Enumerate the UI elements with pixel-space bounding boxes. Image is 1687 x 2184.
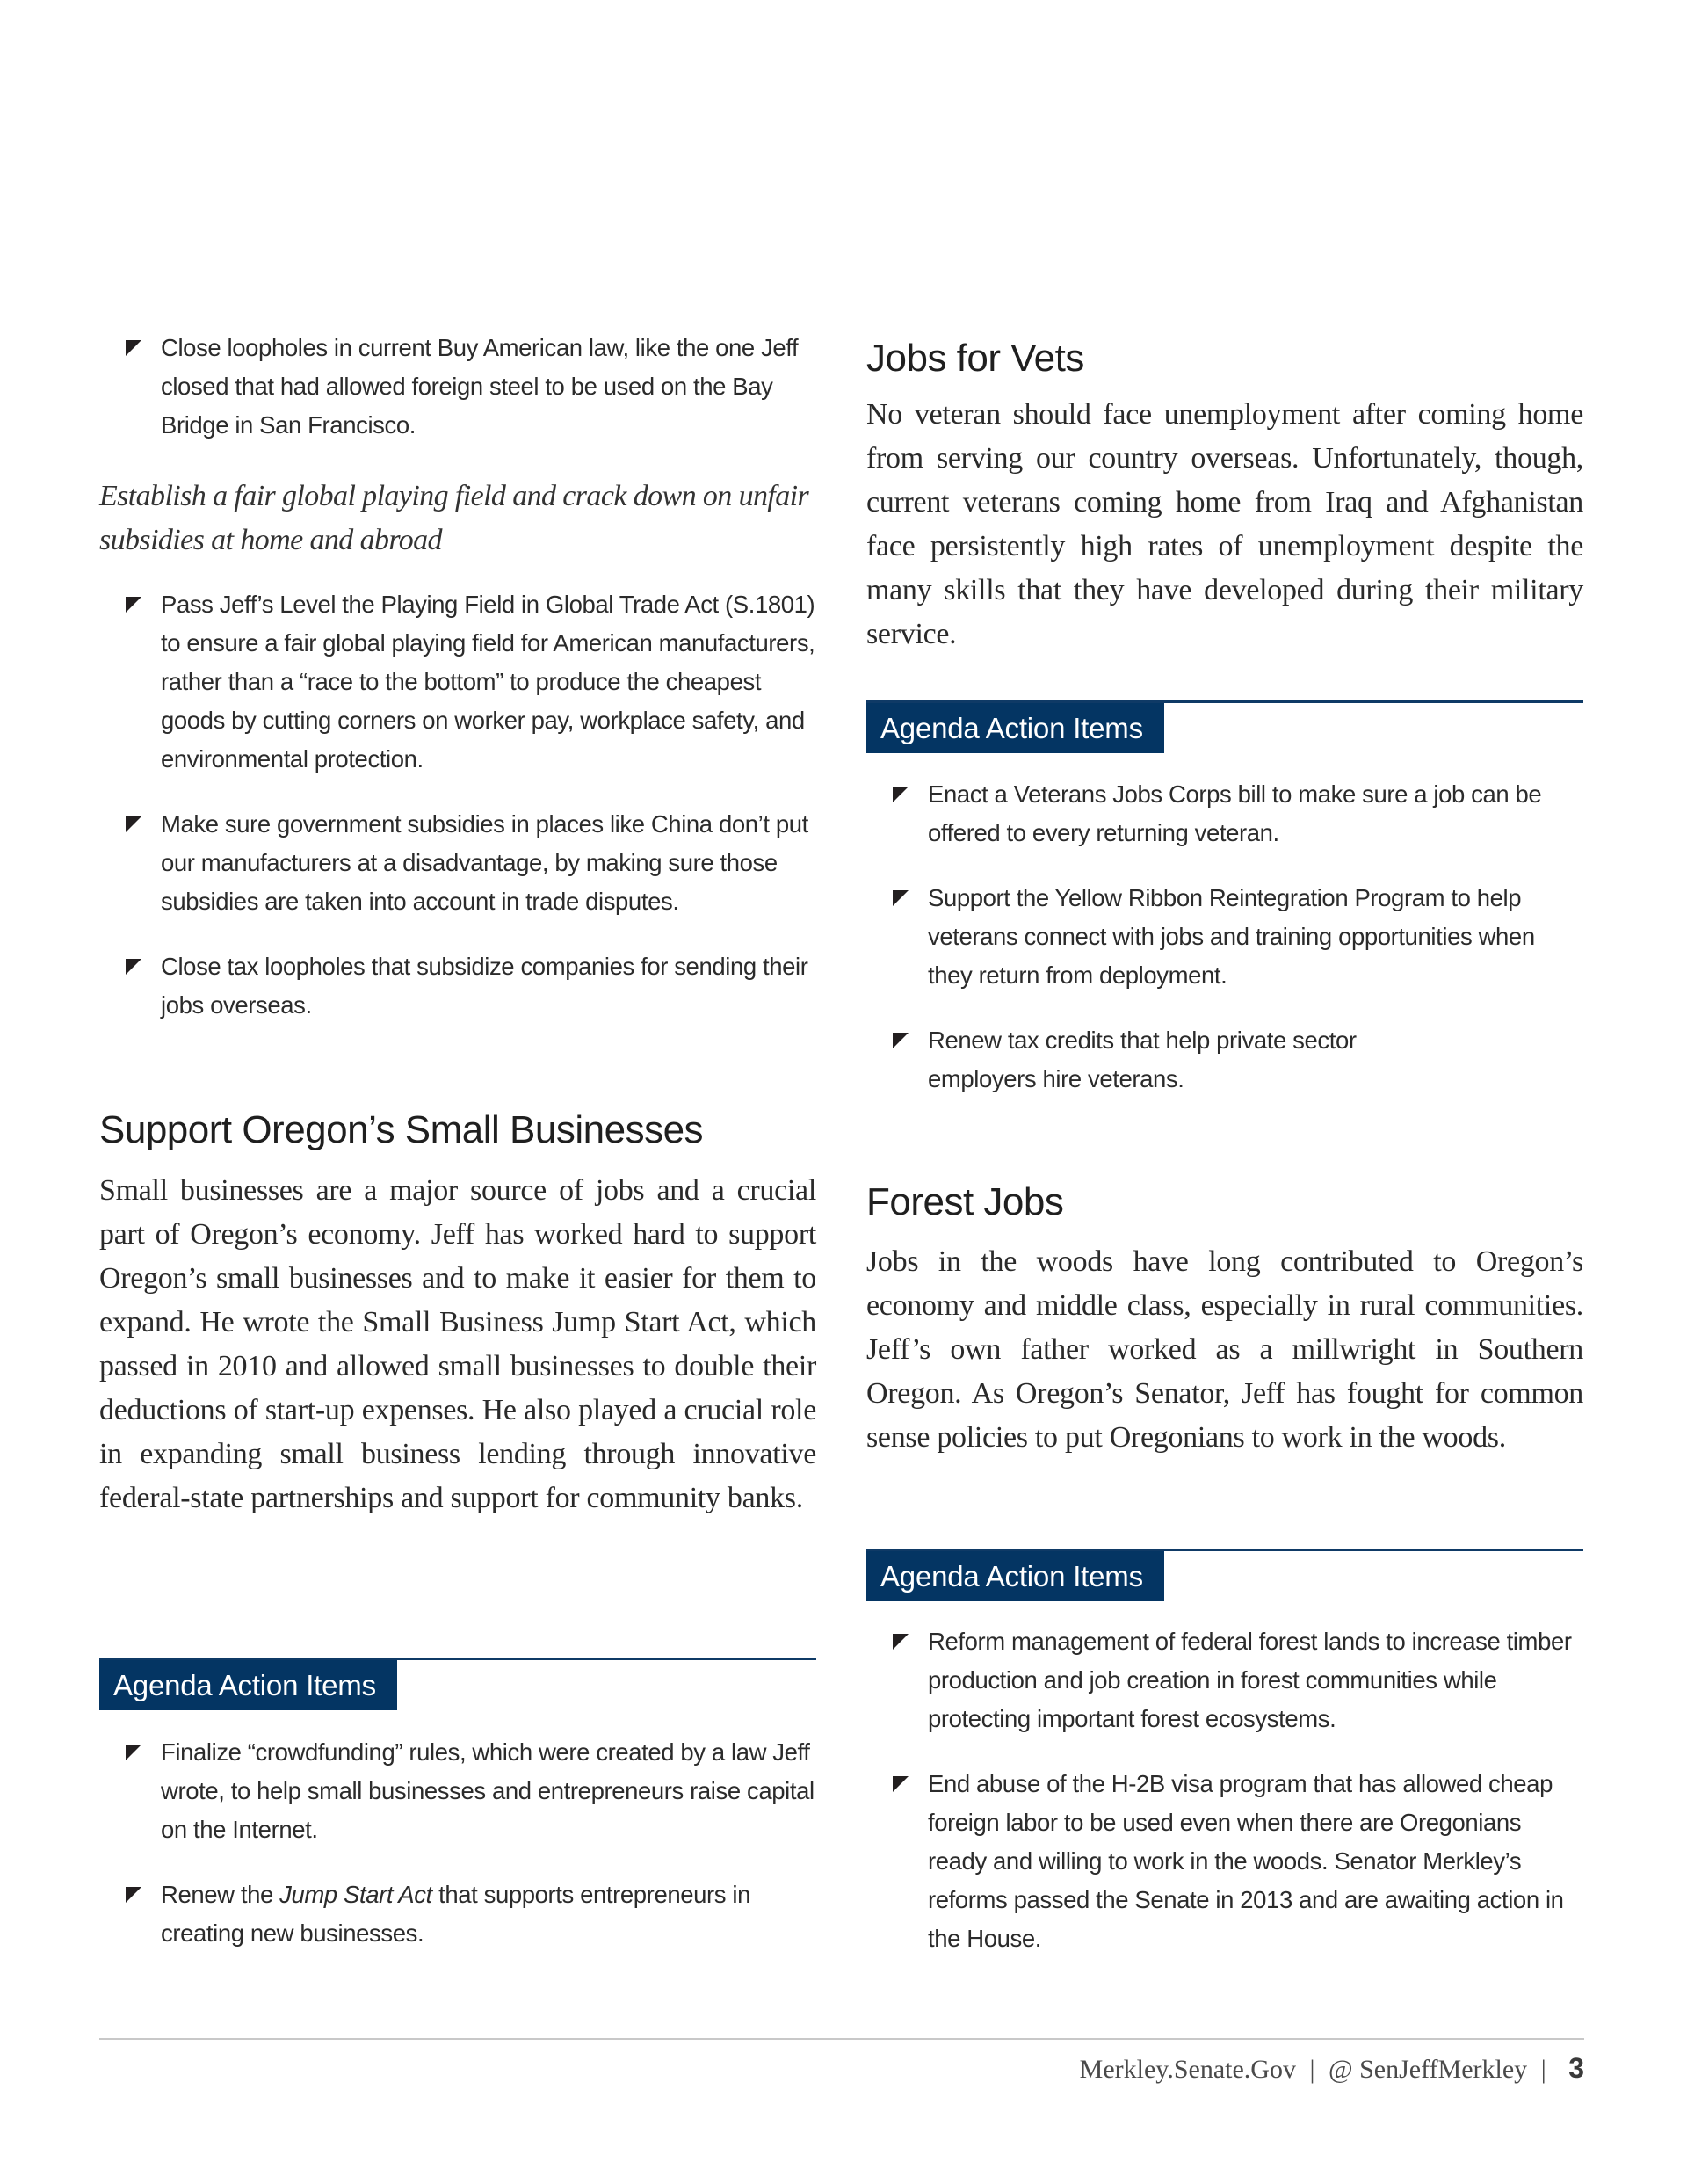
- agenda-header-vets: [866, 700, 1583, 756]
- vets-body: No veteran should face unemployment after coming home from serving our country overseas. Unfortunately, though, current veterans coming home from Iraq and Afghanistan face persistently high rates of unemployment despite the many skills that they have developed during their military service.: [866, 398, 1583, 650]
- agenda-tab-label: Agenda Action Items: [866, 703, 1164, 753]
- website-link[interactable]: Merkley.Senate.Gov: [1079, 2055, 1296, 2084]
- buy-american-list: [99, 329, 816, 445]
- twitter-handle[interactable]: @ SenJeffMerkley: [1329, 2055, 1528, 2084]
- list-item: Support the Yellow Ribbon Reintegration Program to help veterans connect with jobs and training opportunities when they return from deployment.: [866, 879, 1583, 995]
- small-business-title: Support Oregon’s Small Businesses: [99, 1108, 704, 1151]
- list-item: Finalize “crowdfunding” rules, which were created by a law Jeff wrote, to help small businesses and entrepreneurs raise capital on the Internet.: [99, 1733, 816, 1849]
- list-item: Reform management of federal forest lands to increase timber production and job creation in forest communities while protecting important forest ecosystems.: [866, 1622, 1583, 1738]
- forest-agenda-list: [866, 1622, 1583, 1958]
- list-item: End abuse of the H-2B visa program that has allowed cheap foreign labor to be used even when there are Oregonians ready and willing to work in the woods. Senator Merkley’s reforms passed the Senate in 2013 and are awaiting action in the House.: [866, 1765, 1583, 1958]
- list-item: Enact a Veterans Jobs Corps bill to make sure a job can be offered to every returning veteran.: [866, 775, 1583, 853]
- triangle-bullet-icon: [126, 597, 141, 613]
- triangle-bullet-icon: [126, 340, 141, 356]
- triangle-bullet-icon: [126, 959, 141, 975]
- triangle-bullet-icon: [893, 1033, 909, 1048]
- triangle-bullet-icon: [893, 1634, 909, 1650]
- list-item: Close loopholes in current Buy American law, like the one Jeff closed that had allowed foreign steel to be used on the Bay Bridge in San Francisco.: [99, 329, 816, 445]
- forest-title: Forest Jobs: [866, 1180, 1064, 1223]
- section-subheading: Establish a fair global playing field and crack down on unfair subsidies at home and abroad: [99, 480, 809, 556]
- footer-separator: |: [1540, 2055, 1546, 2084]
- vets-agenda-list: [866, 775, 1583, 1099]
- small-business-agenda-list: [99, 1733, 816, 1953]
- list-item: Renew tax credits that help private sector employers hire veterans.: [866, 1021, 1583, 1099]
- footer-separator: |: [1309, 2055, 1315, 2084]
- small-business-body: Small businesses are a major source of jobs and a crucial part of Oregon’s economy. Jeff has worked hard to support Oregon’s small businesses and to make it easier for them to expand. He wrote the Small Business Jump Start Act, which passed in 2010 and allowed small businesses to double their deductions of start-up expenses. He also played a crucial role in expanding small business lending through innovative federal-state partnerships and support for community banks.: [99, 1174, 816, 1514]
- triangle-bullet-icon: [126, 816, 141, 832]
- triangle-bullet-icon: [126, 1745, 141, 1760]
- triangle-bullet-icon: [893, 787, 909, 802]
- agenda-header-forest: [866, 1549, 1583, 1604]
- agenda-tab-label: Agenda Action Items: [866, 1551, 1164, 1601]
- page-number: 3: [1568, 2052, 1584, 2084]
- triangle-bullet-icon: [893, 1776, 909, 1792]
- triangle-bullet-icon: [126, 1887, 141, 1903]
- list-item: Close tax loopholes that subsidize companies for sending their jobs overseas.: [99, 947, 816, 1025]
- agenda-tab-label: Agenda Action Items: [99, 1660, 397, 1710]
- triangle-bullet-icon: [893, 890, 909, 906]
- act-name: Jump Start Act: [279, 1881, 432, 1908]
- list-item: Pass Jeff’s Level the Playing Field in Global Trade Act (S.1801) to ensure a fair global playing field for American manufacturers, rather than a “race to the bottom” to produce the cheapest goods by cutting corners on worker pay, workplace safety, and environmental protection.: [99, 585, 816, 779]
- page-footer: [1080, 2052, 1584, 2085]
- forest-body: Jobs in the woods have long contributed to Oregon’s economy and middle class, especially in rural communities. Jeff’s own father worked as a millwright in Southern Oregon. As Oregon’s Senator, Jeff has fought for common sense policies to put Oregonians to work in the woods.: [866, 1245, 1583, 1454]
- footer-divider: [99, 2038, 1584, 2040]
- agenda-header-small-business: [99, 1658, 816, 1713]
- trade-list: [99, 585, 816, 1025]
- list-item: Make sure government subsidies in places like China don’t put our manufacturers at a disadvantage, by making sure those subsidies are taken into account in trade disputes.: [99, 805, 816, 921]
- list-item: Renew the Jump Start Act that supports entrepreneurs in creating new businesses.: [99, 1876, 816, 1953]
- vets-title: Jobs for Vets: [866, 337, 1084, 380]
